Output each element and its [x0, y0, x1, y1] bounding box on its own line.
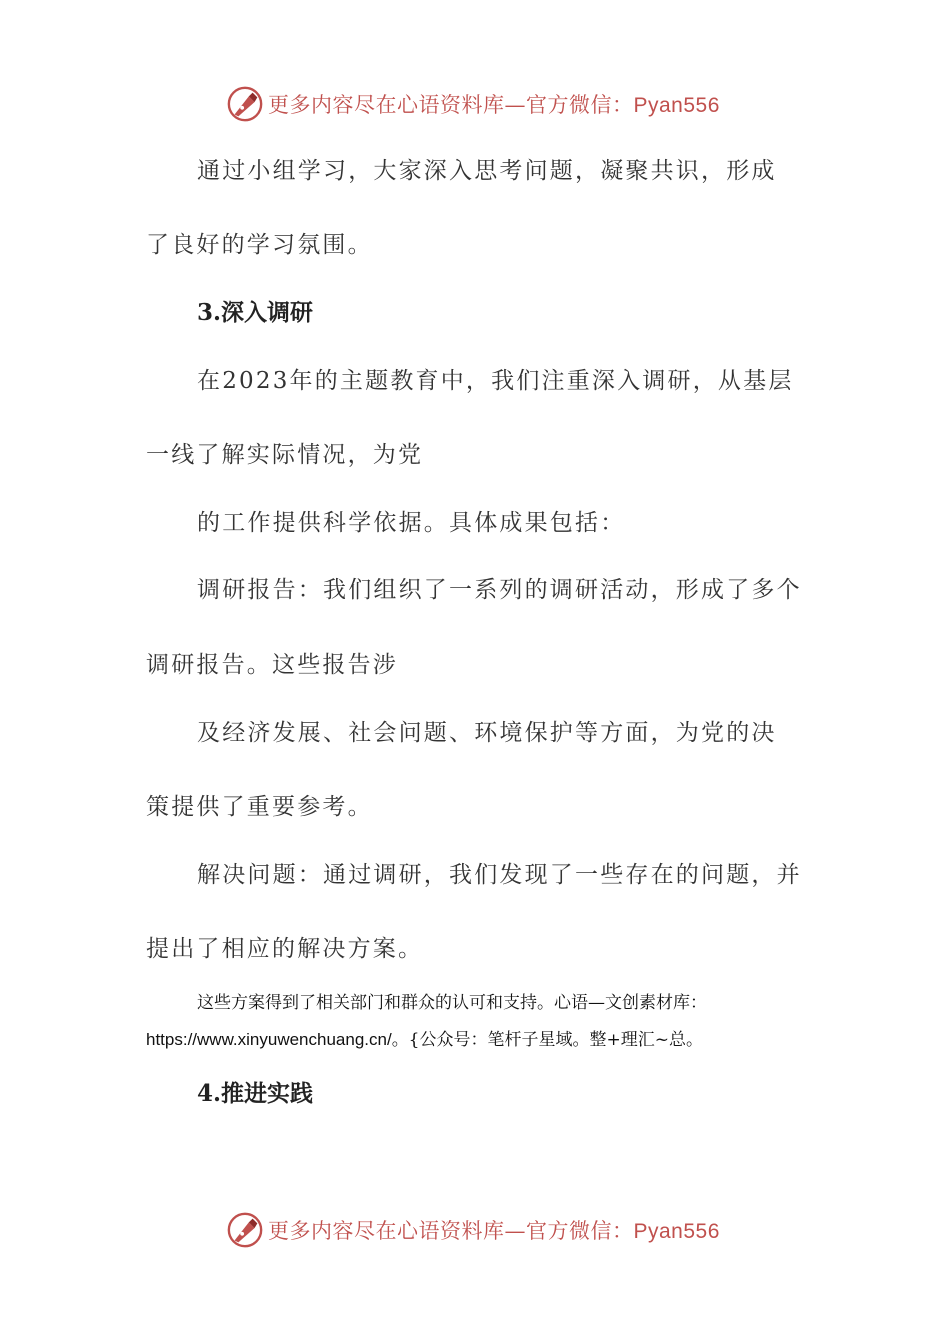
- banner-label: 更多内容尽在心语资料库—官方微信：: [268, 1219, 634, 1243]
- paragraph-line: 解决问题：通过调研，我们发现了一些存在的问题，并: [197, 862, 802, 888]
- paragraph-line: 通过小组学习，大家深入思考问题，凝聚共识，形成: [197, 158, 777, 184]
- banner-label: 更多内容尽在心语资料库—官方微信：: [268, 93, 634, 117]
- paragraph-line: 调研报告：我们组织了一系列的调研活动，形成了多个: [197, 577, 802, 603]
- section-heading-3: 3.深入调研: [197, 299, 314, 326]
- paragraph-line: 策提供了重要参考。: [146, 794, 373, 820]
- paragraph-line: 调研报告。这些报告涉: [146, 652, 398, 678]
- note-line: 这些方案得到了相关部门和群众的认可和支持。心语—文创素材库：: [197, 993, 707, 1013]
- paragraph-line: 提出了相应的解决方案。: [146, 936, 424, 962]
- note-line-with-url: [146, 1028, 703, 1052]
- banner-wechat-id: Pyan556: [633, 94, 720, 117]
- note-tail: 。{公众号：笔杆子星域。整+理汇~总。: [391, 1030, 703, 1050]
- paragraph-line: 在2023年的主题教育中，我们注重深入调研，从基层: [197, 368, 794, 394]
- source-url[interactable]: https://www.xinyuwenchuang.cn/: [146, 1030, 392, 1049]
- banner-text: [268, 89, 720, 119]
- section-heading-4: 4.推进实践: [197, 1080, 314, 1107]
- paragraph-line: 的工作提供科学依据。具体成果包括：: [197, 510, 626, 536]
- pen-nib-logo-icon: [226, 85, 264, 123]
- header-banner: [226, 84, 746, 124]
- pen-nib-logo-icon: [226, 1211, 264, 1249]
- banner-wechat-id: Pyan556: [633, 1220, 720, 1243]
- footer-banner: [226, 1210, 746, 1250]
- paragraph-line: 一线了解实际情况，为党: [146, 442, 424, 468]
- paragraph-line: 了良好的学习氛围。: [146, 232, 373, 258]
- banner-text: [268, 1215, 720, 1245]
- paragraph-line: 及经济发展、社会问题、环境保护等方面，为党的决: [197, 720, 777, 746]
